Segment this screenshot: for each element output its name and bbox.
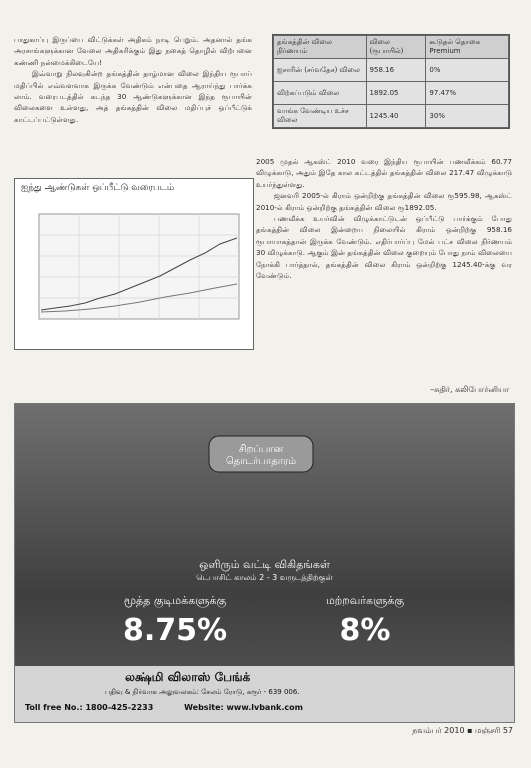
table-cell: 0%	[426, 59, 509, 82]
table-cell: ஐசாரின் (சர்வதேச) விலை	[274, 59, 367, 82]
bank-address: பதிவு & நிர்வாக அலுவலகம்: சேலம் ரோடு, கரூர் - 639 006.	[105, 688, 300, 696]
website: Website: www.lvbank.com	[184, 703, 303, 712]
table-cell: 30%	[426, 105, 509, 128]
right-column	[256, 156, 512, 281]
table-cell: 1245.40	[366, 105, 426, 128]
chart-figure	[14, 178, 254, 350]
bank-strip	[15, 666, 514, 722]
rate-subtitle: டெபாசிட் காலம் 2 - 3 வருடத்திற்குள்	[196, 573, 333, 582]
bank-advertisement	[14, 403, 515, 723]
table-header: கூடுதல் தொகை Premium	[426, 36, 509, 59]
rate-cards	[15, 594, 514, 664]
page-footer: நவம்பர் 2010 ▪ மஞ்சரி 57	[412, 726, 513, 735]
table-header: விலை (ரூபாயில்)	[366, 36, 426, 59]
left-paragraph-1: பாதுகாப்பு இருப்பை விட்டுக்கள் அதிகம் நாடி பெறும். அதனால் தங்க அரசாங்களுக்கான வேலை அதிகரிக்கும் இது நகைத் தொழில் விற்பனை கண்ணி நன்மைக்கிடையே!	[14, 35, 252, 67]
table-cell: வாங்க வேண்டிய உச்ச விலை	[274, 105, 367, 128]
left-column	[14, 34, 252, 125]
table-cell: 97.47%	[426, 82, 509, 105]
others-rate: 8%	[339, 613, 391, 648]
left-paragraph-2: இவ்வாறு நிலவுகின்ற தங்கத்தின் தாழ்மான விலை இந்திய ரூபாய் மதிப்பில் எவ்வளவாக இருக்க வேண்டும் என்பதை ஆராய்ந்து பார்க்க லாம். வரைபடத்தில் கடந்த 30 ஆண்டுகளுக்கான இந்த ரூபாயின் விலைகளை உள்ளது, அத் தங்கத்தின் விலை மதிப்புச் ஒப்பீட்டுக் காட்டப்பட்டுள்ளது.	[14, 69, 252, 124]
bank-contact	[25, 703, 303, 712]
senior-rate-card	[85, 594, 265, 656]
table-row	[274, 82, 509, 105]
others-label: மற்றவர்களுக்கு	[325, 594, 405, 607]
right-paragraph-3: பணவீக்க உயர்வின் விழுக்காட்டுடன் ஒப்பீட்டு பார்க்கும் போது தங்கத்தின் விலை இன்றைய நிலையில் கிராம் ஒன்றிற்கு 958.16 ரூபாயாகத்தான் இருக்க வேண்டும். எதிர்பார்ப்பு மேல் பட்ச விலை நிர்ணயம் 30 விழுக்காடு. ஆகும் இன் தங்கத்தின் விலை குறையும் போது நாம் விலையை நோக்கி பார்த்தால், தங்கத்தின் விலை கிராம் ஒன்றிற்கு 1245.40-க்கு வர வேண்டும்.	[256, 214, 512, 281]
others-rate-card	[285, 594, 445, 656]
table-row	[274, 105, 509, 128]
banner-text: சிறப்பான தொடர்பாதாரம்	[225, 444, 297, 467]
right-paragraph-2: ஜனவரி 2005-ல் கிராம் ஒன்றிற்கு தங்கத்தின் விலை ரூ595.98, ஆகஸ்ட் 2010-ல் கிராம் ஒன்றிற்கு தங்கத்தின் விலை ரூ1892.05.	[256, 191, 512, 212]
author-credit: –சுதிர், கலிபோர்னியா	[430, 385, 509, 394]
bank-name: லக்ஷ்மி விலாஸ் பேங்க்	[125, 670, 251, 684]
toll-free: Toll free No.: 1800-425-2233	[25, 703, 154, 712]
chart-plot	[15, 198, 251, 338]
table-header: தங்கத்தின் விலை நிர்ணயம்	[274, 36, 367, 59]
table-cell: விற்கப்படும் விலை	[274, 82, 367, 105]
senior-label: மூத்த குடிமக்களுக்கு	[123, 594, 227, 607]
chart-title: ஐந்து ஆண்டுகள் ஒப்பீட்டு வரைபடம்	[21, 183, 175, 193]
table-cell: 958.16	[366, 59, 426, 82]
table-cell: 1892.05	[366, 82, 426, 105]
right-paragraph-1: 2005 முதல் ஆகஸ்ட் 2010 வரை இந்திய ரூபாயின் பணவீக்கம் 60.77 விழுக்காடு, அதும் இதே கால கட்டத்தில் தங்கத்தின் விலை 217.47 விழுக்காடு உயர்ந்துள்ளது.	[256, 157, 512, 189]
table-row	[274, 59, 509, 82]
rate-title: ஒளிரும் வட்டி விகிதங்கள்	[199, 558, 330, 571]
rate-band	[15, 554, 514, 584]
senior-rate: 8.75%	[122, 613, 228, 648]
price-table	[272, 34, 510, 129]
